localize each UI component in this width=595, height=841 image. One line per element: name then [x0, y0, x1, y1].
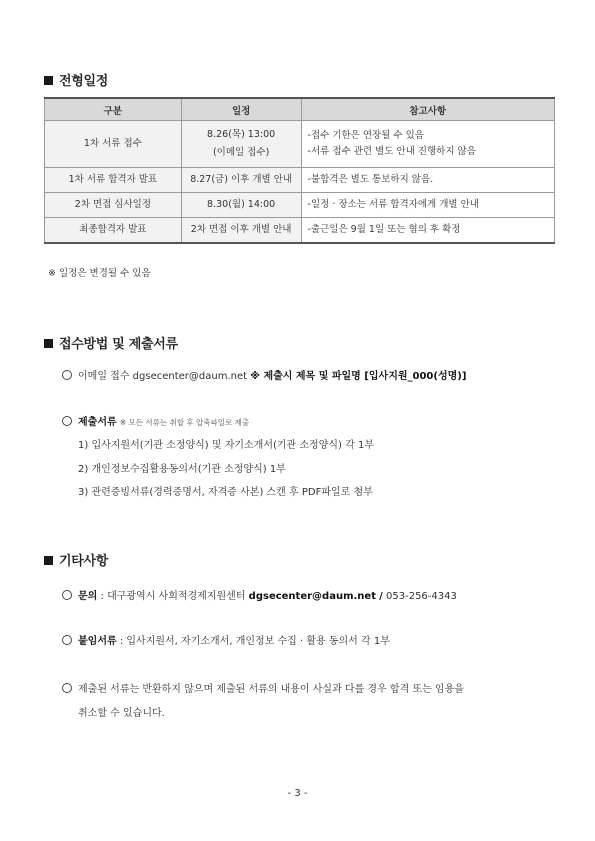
- row-date: 2차 면접 이후 개별 안내: [181, 218, 301, 244]
- attachments-line: 붙임서류 : 입사지원서, 자기소개서, 개인정보 수집 · 활용 동의서 각 1부: [62, 632, 390, 647]
- email-address: dgsecenter@daum.net: [132, 371, 248, 382]
- section-title-schedule: 전형일정: [44, 70, 108, 89]
- circle-bullet-icon: [62, 635, 72, 645]
- table-header-row: [45, 98, 555, 121]
- row-notes: -일정 · 장소는 서류 합격자에게 개별 안내: [301, 193, 554, 218]
- page-number: - 3 -: [287, 788, 308, 799]
- circle-bullet-icon: [62, 590, 72, 600]
- table-row: [45, 168, 555, 193]
- row-category: 1차 서류 접수: [45, 121, 182, 168]
- table-row: [45, 218, 555, 244]
- row-date: 8.26(목) 13:00 (이메일 접수): [181, 121, 301, 168]
- row-notes: -출근일은 9월 1일 또는 협의 후 확정: [301, 218, 554, 244]
- row-category: 2차 면접 심사일정: [45, 193, 182, 218]
- email-submission-line: 이메일 접수 dgsecenter@daum.net ※ 제출시 제목 및 파일명 [입사지원_000(성명)]: [62, 367, 466, 382]
- schedule-table: [44, 97, 555, 244]
- schedule-footnote: ※ 일정은 변경될 수 있음: [48, 268, 151, 279]
- contact-line: 문의 : 대구광역시 사회적경제지원센터 dgsecenter@daum.net / 053-256-4343: [62, 587, 457, 602]
- section-title-submission: 접수방법 및 제출서류: [44, 333, 178, 352]
- row-notes: -불합격은 별도 통보하지 않음.: [301, 168, 554, 193]
- table-header: 일정: [181, 98, 301, 121]
- contact-phone: 053-256-4343: [386, 591, 457, 602]
- contact-email: dgsecenter@daum.net: [248, 591, 376, 602]
- section-title-other: 기타사항: [44, 550, 108, 569]
- notice-line: 제출된 서류는 반환하지 않으며 제출된 서류의 내용이 사실과 다를 경우 합격 또는 임용을: [62, 680, 464, 695]
- square-bullet-icon: [44, 339, 53, 348]
- circle-bullet-icon: [62, 370, 72, 380]
- row-date: 8.27(금) 이후 개별 안내: [181, 168, 301, 193]
- table-row: [45, 193, 555, 218]
- table-row: [45, 121, 555, 168]
- list-item: 3) 관련증빙서류(경력증명서, 자격증 사본) 스캔 후 PDF파일로 첨부: [78, 487, 373, 498]
- list-item: 2) 개인정보수집활용동의서(기관 소정양식) 1부: [78, 464, 286, 475]
- row-category: 1차 서류 합격자 발표: [45, 168, 182, 193]
- table-header: 참고사항: [301, 98, 554, 121]
- square-bullet-icon: [44, 556, 53, 565]
- list-item: 1) 입사지원서(기관 소정양식) 및 자기소개서(기관 소정양식) 각 1부: [78, 440, 374, 451]
- square-bullet-icon: [44, 76, 53, 85]
- row-notes: -접수 기한은 연장될 수 있음 -서류 접수 관련 별도 안내 진행하지 않음: [301, 121, 554, 168]
- table-header: 구분: [45, 98, 182, 121]
- row-date: 8.30(월) 14:00: [181, 193, 301, 218]
- email-filename-note: ※ 제출시 제목 및 파일명 [입사지원_000(성명)]: [250, 371, 467, 382]
- notice-line-continued: 취소할 수 있습니다.: [78, 708, 165, 719]
- circle-bullet-icon: [62, 683, 72, 693]
- required-docs-line: 제출서류 ※ 모든 서류는 취합 후 압축파일로 제출: [62, 413, 249, 428]
- circle-bullet-icon: [62, 416, 72, 426]
- docs-compress-note: ※ 모든 서류는 취합 후 압축파일로 제출: [119, 418, 250, 427]
- row-category: 최종합격자 발표: [45, 218, 182, 244]
